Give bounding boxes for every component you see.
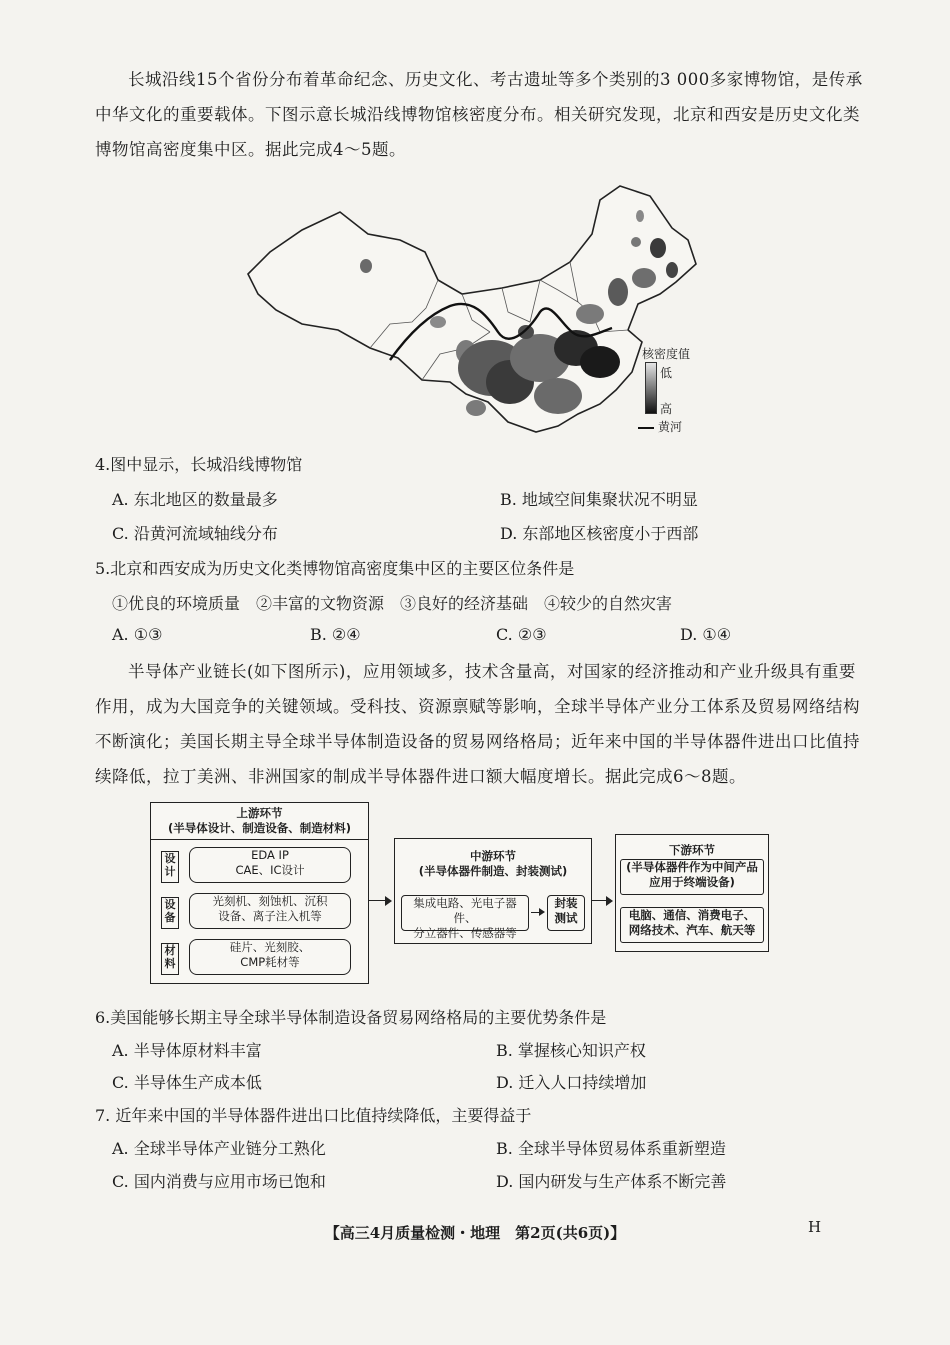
upstream-title: 上游环节 — [236, 806, 283, 820]
devices-line-1: 集成电路、光电子器件、 — [413, 896, 517, 925]
china-map-svg — [240, 182, 710, 442]
legend-high-label: 高 — [660, 402, 673, 416]
packaging-box — [547, 895, 585, 931]
q5-stem: 5.北京和西安成为历史文化类博物馆高密度集中区的主要区位条件是 — [95, 559, 575, 578]
q5-option-c[interactable]: C. ②③ — [496, 625, 547, 644]
semiconductor-chain-diagram — [145, 802, 775, 992]
q6-option-b[interactable]: B. 掌握核心知识产权 — [496, 1041, 646, 1060]
q4-option-b[interactable]: B. 地域空间集聚状况不明显 — [500, 490, 698, 509]
q5-items: ①优良的环境质量 ②丰富的文物资源 ③良好的经济基础 ④较少的自然灾害 — [112, 594, 673, 613]
legend-gradient-bar — [645, 362, 657, 414]
map-outline — [248, 186, 696, 432]
midstream-box — [394, 838, 592, 944]
material-box — [189, 939, 351, 975]
q5-option-d[interactable]: D. ①④ — [680, 625, 732, 644]
q7-option-a[interactable]: A. 全球半导体产业链分工熟化 — [112, 1139, 326, 1158]
q6-stem: 6.美国能够长期主导全球半导体制造设备贸易网络格局的主要优势条件是 — [95, 1008, 607, 1027]
q4-stem: 4.图中显示，长城沿线博物馆 — [95, 455, 303, 474]
packaging-line-2: 测试 — [554, 911, 578, 925]
q7-stem: 7. 近年来中国的半导体器件进出口比值持续降低，主要得益于 — [95, 1106, 532, 1125]
legend-river-label: 黄河 — [658, 420, 683, 434]
page-footer: 【高三4月质量检测・地理 第2页(共6页)】 — [324, 1224, 626, 1242]
intro-paragraph-2: 半导体产业链长(如下图所示)，应用领域多，技术含量高，对国家的经济推动和产业升级具有重要作用，成为大国竞争的关键领域。受科技、资源禀赋等影响，全球半导体产业分工体系及贸易网络结构不断演化；美国长期主导全球半导体制造设备的贸易网络格局；近年来中国的半导体器件进出口比值持续降低，拉丁美洲、非洲国家的制成半导体器件进口额大幅度增长。据此完成6～8题。 — [95, 662, 860, 786]
corner-mark: H — [808, 1218, 822, 1236]
downstream-box — [615, 834, 769, 952]
q6-option-c[interactable]: C. 半导体生产成本低 — [112, 1073, 262, 1092]
equipment-line-1: 光刻机、刻蚀机、沉积 — [212, 894, 328, 908]
q7-option-c[interactable]: C. 国内消费与应用市场已饱和 — [112, 1172, 326, 1191]
material-label: 材料 — [161, 943, 179, 975]
q6-option-d[interactable]: D. 迁入人口持续增加 — [496, 1073, 647, 1092]
downstream-title: 下游环节 — [669, 843, 715, 857]
arrow-head-2 — [606, 896, 613, 906]
intro-paragraph-1: 长城沿线15个省份分布着革命纪念、历史文化、考古遗址等多个类别的3 000多家博物馆，是传承中华文化的重要载体。下图示意长城沿线博物馆核密度分布。相关研究发现，北京和西安是历史文化类博物馆高密度集中区。据此完成4～5题。 — [95, 70, 863, 159]
q5-option-b[interactable]: B. ②④ — [310, 625, 361, 644]
arrow-head-inner — [539, 908, 545, 916]
legend-river-line — [638, 427, 654, 429]
downstream-subtitle-2: 应用于终端设备) — [649, 875, 735, 889]
q7-option-d[interactable]: D. 国内研发与生产体系不断完善 — [496, 1172, 727, 1191]
museum-density-map — [240, 182, 710, 442]
packaging-line-1: 封装 — [554, 896, 578, 910]
upstream-box — [150, 802, 369, 984]
upstream-subtitle: (半导体设计、制造设备、制造材料) — [167, 821, 351, 835]
design-label: 设计 — [161, 851, 179, 883]
material-line-1: 硅片、光刻胶、 — [229, 940, 311, 954]
q7-option-b[interactable]: B. 全球半导体贸易体系重新塑造 — [496, 1139, 726, 1158]
q6-option-a[interactable]: A. 半导体原材料丰富 — [112, 1041, 262, 1060]
material-line-2: CMP耗材等 — [240, 955, 300, 969]
design-line-1: EDA IP — [251, 848, 289, 862]
q4-option-d[interactable]: D. 东部地区核密度小于西部 — [500, 524, 699, 543]
q4-option-a[interactable]: A. 东北地区的数量最多 — [112, 490, 278, 509]
legend-low-label: 低 — [660, 366, 673, 380]
q5-option-a[interactable]: A. ①③ — [112, 625, 163, 644]
downstream-subtitle-box — [620, 859, 764, 895]
downstream-subtitle-1: (半导体器件作为中间产品 — [626, 860, 758, 874]
applications-box — [620, 907, 764, 943]
equipment-line-2: 设备、离子注入机等 — [218, 909, 322, 923]
applications-line-2: 网络技术、汽车、航天等 — [628, 923, 756, 937]
q4-option-c[interactable]: C. 沿黄河流域轴线分布 — [112, 524, 278, 543]
midstream-subtitle: (半导体器件制造、封装测试) — [418, 864, 568, 878]
midstream-title: 中游环节 — [470, 849, 516, 863]
devices-box — [401, 895, 529, 940]
equipment-box — [189, 893, 351, 929]
applications-line-1: 电脑、通信、消费电子、 — [628, 908, 756, 922]
design-box — [189, 847, 351, 883]
arrow-head-1 — [385, 896, 392, 906]
equipment-label: 设备 — [161, 897, 179, 929]
design-line-2: CAE、IC设计 — [235, 863, 305, 877]
devices-line-2: 分立器件、传感器等 — [413, 926, 517, 940]
legend-title: 核密度值 — [642, 347, 691, 361]
